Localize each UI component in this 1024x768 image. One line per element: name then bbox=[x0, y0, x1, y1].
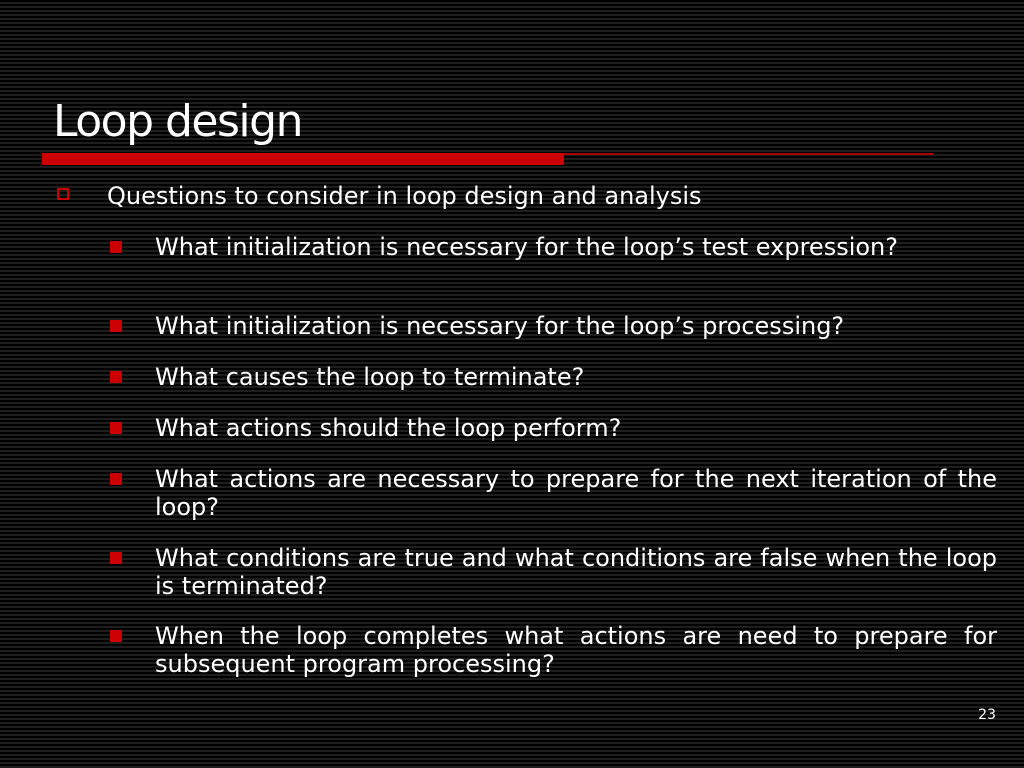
sub-bullet-text: What initialization is necessary for the loop’s processing? bbox=[155, 312, 845, 340]
filled-square-bullet-icon bbox=[110, 422, 122, 434]
filled-square-bullet-icon bbox=[110, 371, 122, 383]
sub-bullet-text: When the loop completes what actions are need to prepare for subsequent program processing? bbox=[155, 622, 997, 678]
title-underline-thick bbox=[42, 153, 564, 165]
filled-square-bullet-icon bbox=[110, 552, 122, 564]
sub-bullet-text: What conditions are true and what conditions are false when the loop is terminated? bbox=[155, 544, 997, 600]
slide-title: Loop design bbox=[53, 96, 302, 147]
hollow-square-bullet-icon bbox=[57, 188, 69, 200]
sub-bullet-text: What actions should the loop perform? bbox=[155, 414, 622, 442]
sub-bullet-text: What causes the loop to terminate? bbox=[155, 363, 585, 391]
sub-bullet-text: What actions are necessary to prepare for the next iteration of the loop? bbox=[155, 465, 997, 521]
filled-square-bullet-icon bbox=[110, 241, 122, 253]
sub-bullet-text: What initialization is necessary for the loop’s test expression? bbox=[155, 233, 899, 261]
page-number: 23 bbox=[978, 707, 996, 723]
filled-square-bullet-icon bbox=[110, 630, 122, 642]
filled-square-bullet-icon bbox=[110, 473, 122, 485]
filled-square-bullet-icon bbox=[110, 320, 122, 332]
level1-bullet-text: Questions to consider in loop design and analysis bbox=[107, 182, 702, 210]
title-underline-thin bbox=[564, 153, 934, 155]
